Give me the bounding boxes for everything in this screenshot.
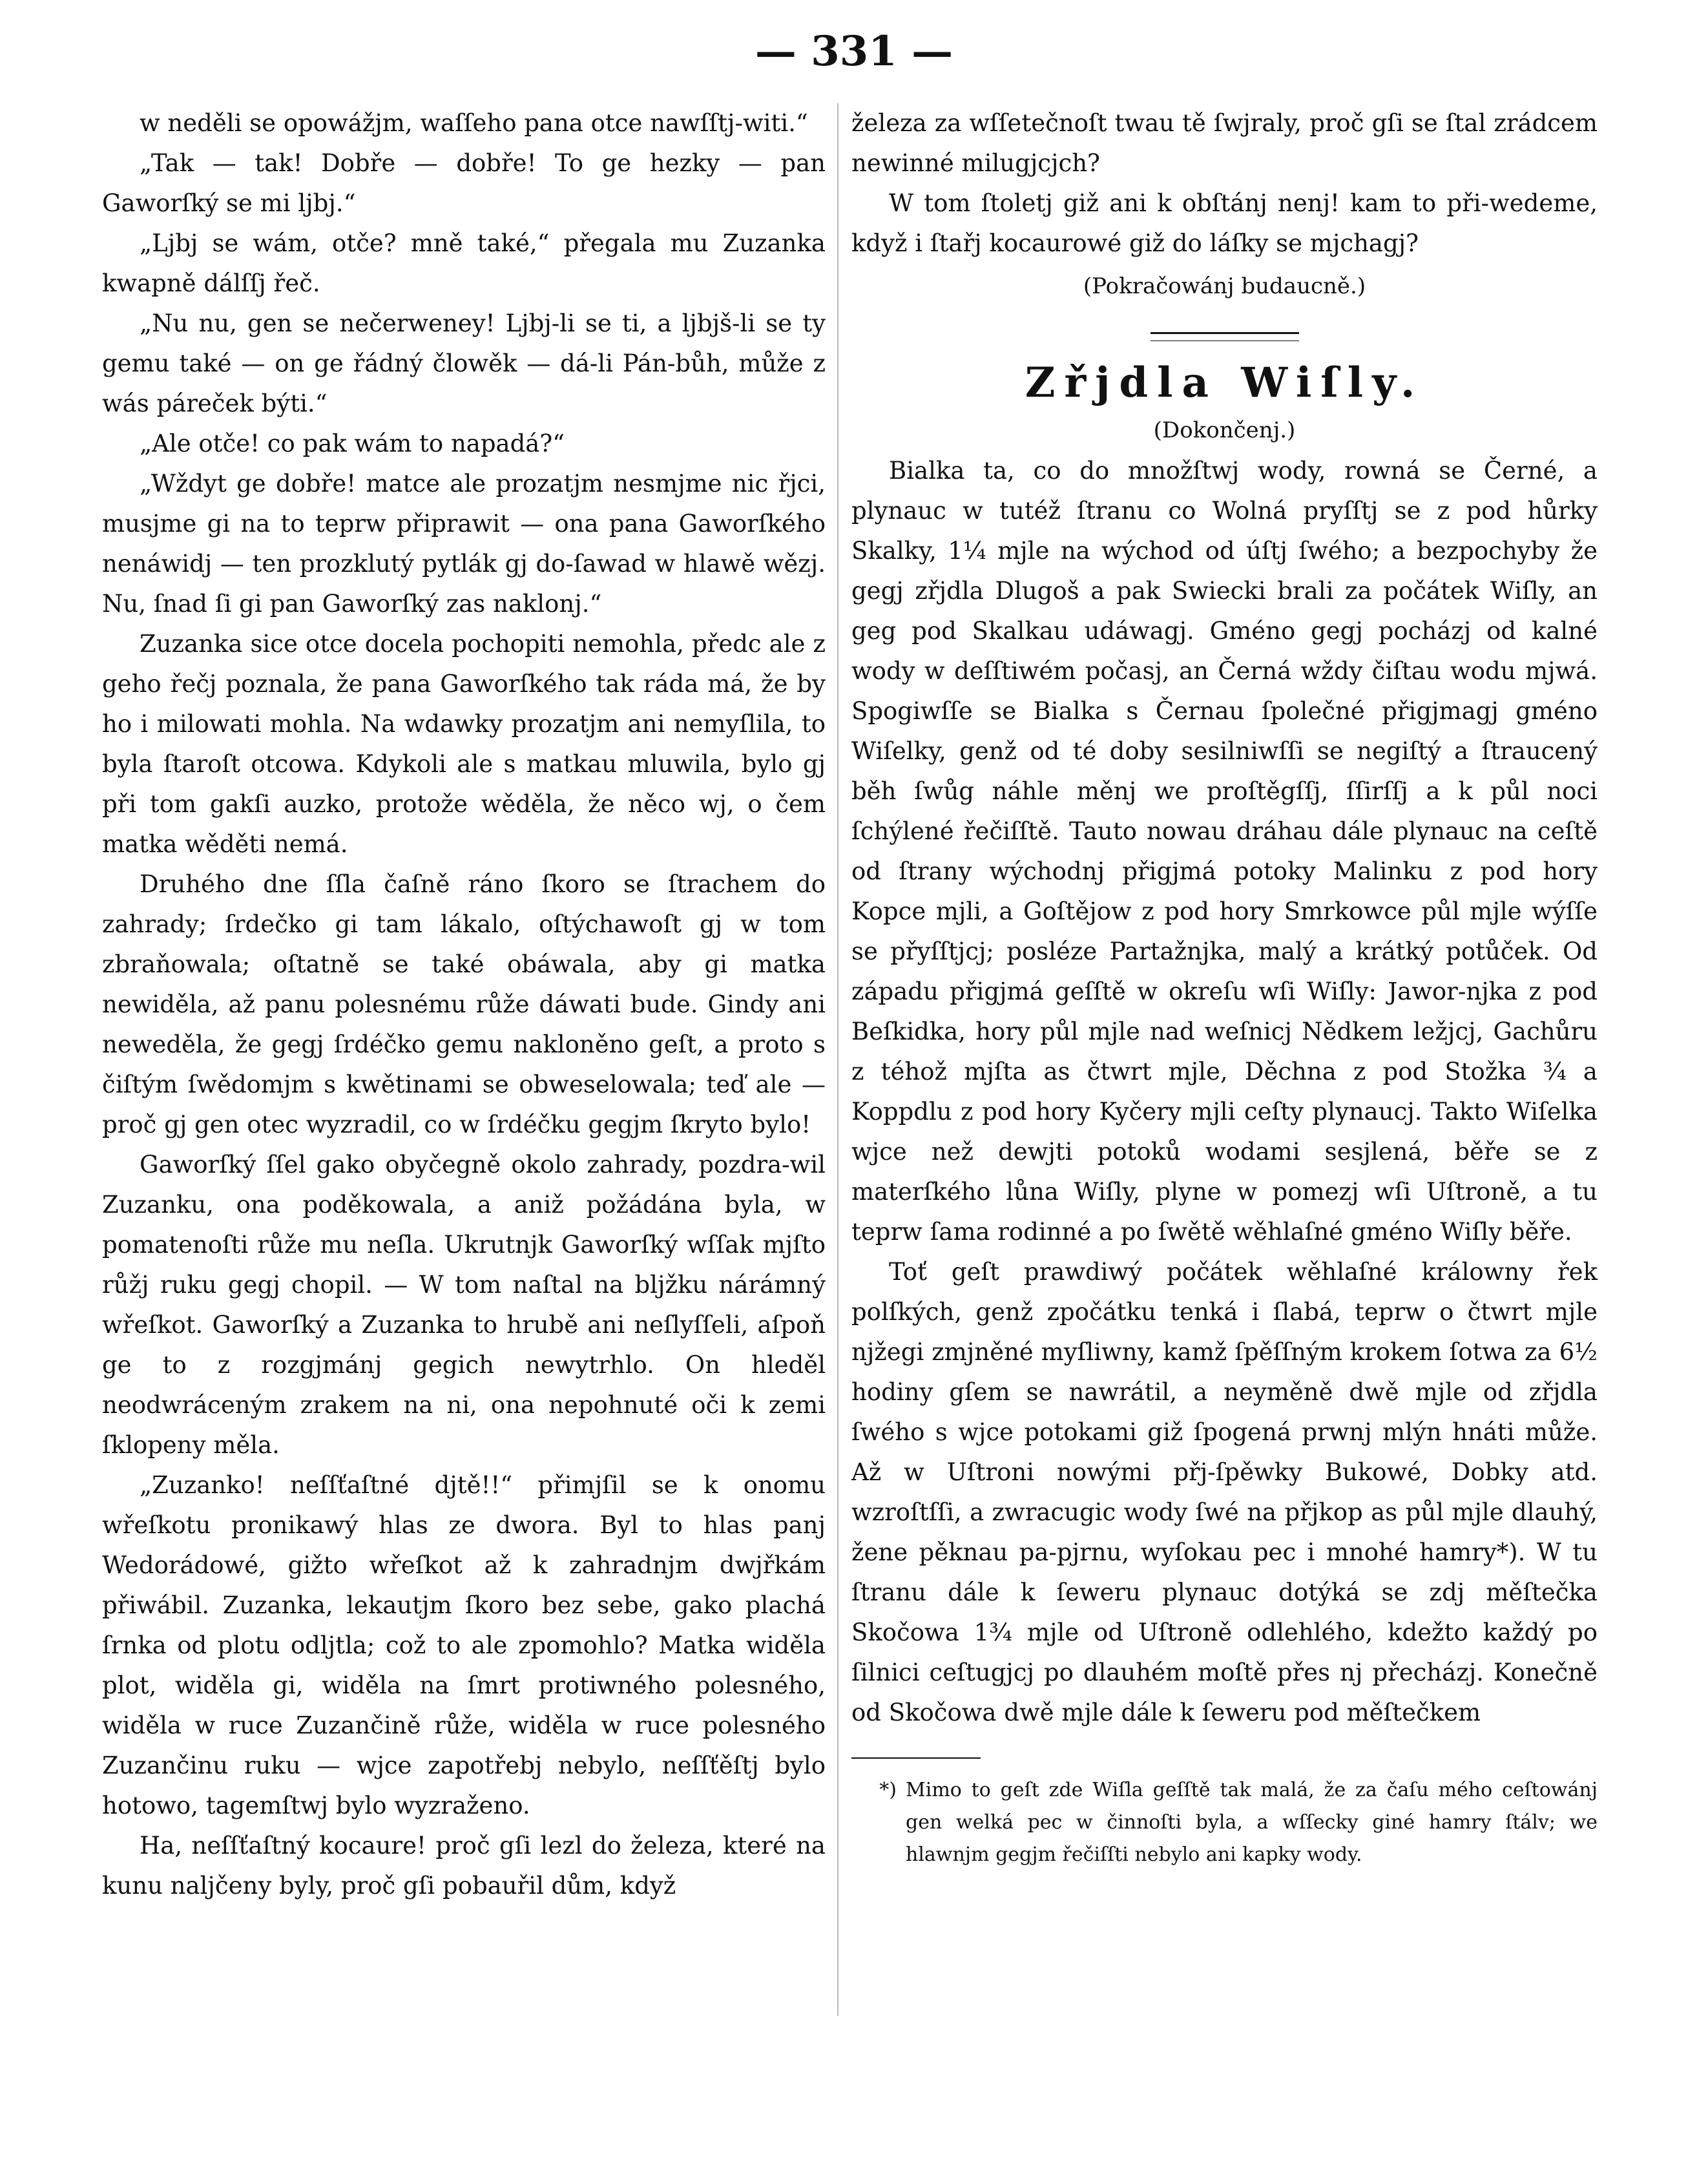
paragraph: w neděli se opowážjm, waſſeho pana otce nawſſtj‑witi.“ <box>140 109 808 137</box>
section-divider <box>1151 332 1299 341</box>
column-divider <box>837 103 838 2016</box>
page-number: — 331 — <box>755 27 953 76</box>
paragraph: Bialka ta, co do množſtwj wody, rowná se Černé, a plynauc w tutéž ſtranu co Wolná pryſſtj se z pod hůrky Skalky, 1¼ mjle na wýchod od úſtj ſwého; a bezpochyby že gegj zřjdla Dlugoš a pak Swiecki brali za počátek Wiſly, an geg pod Skalkau udáwagj. Gméno gegj pocházj od kalné wody w deſſtiwém počasj, an Černá wždy čiſtau wodu mjwá. Spogiwſſe se Bialka s Černau ſpolečné přigjmagj gméno Wiſelky, genž od té doby sesilniwſſi se negiſtý a ſtraucený běh ſwůg náhle měnj we proſtěgſſj, ſſirſſj a k půl noci ſchýlené řečiſſtě. Tauto nowau dráhau dále plynauc na ceſtě od ſtrany wýchodnj přigjmá potoky Malinku z pod hory Kopce mjli, a Goſtějow z pod hory Smrkowce půl mjle wýſſe se přyſſtjcj; posléze Partažnjka, malý a krátký potůček. Od západu přigjmá geſſtě w okreſu wſi Wiſly: Jawor‑njka z pod Beſkidka, hory půl mjle nad weſnicj Nědkem ležjcj, Gachůru z téhož mjſta as čtwrt mjle, Děchna z pod Stožka ¾ a Koppdlu z pod hory Kyčery mjli ceſty plynaucj. Takto Wiſelka wjce než dewjti potoků wodami sesjlená, běře se z materſkého lůna Wiſly, plyne w pomezj wſi Uſtroně, a tu teprw ſama rodinné a po ſwětě wěhlaſné gméno Wiſly běře. <box>851 457 1598 1246</box>
paragraph: Gaworſký ſſel gako obyčegně okolo zahrady, pozdra‑wil Zuzanku, ona poděkowala, a aniž požádána byla, w pomatenoſti růže mu neſla. Ukrutnjk Gaworſký wſſak mjſto růžj ruku gegj chopil. — W tom naſtal na bljžku nárámný wřeſkot. Gaworſký a Zuzanka to hrubě ani neſlyſſeli, aſpoň ge to z rozgjmánj gegich newytrhlo. On hleděl neodwráceným zrakem na ni, ona nepohnuté oči k zemi ſklopeny měla. <box>102 1151 826 1459</box>
paragraph: Toť geſt prawdiwý počátek wěhlaſné králowny řek polſkých, genž zpočátku tenká i ſlabá, teprw o čtwrt mjle njžegi zmjněné myſliwny, kamž ſpěſſným krokem ſotwa za 6½ hodiny gſem se nawrátil, a neyměně dwě mjle od zřjdla ſwého s wjce potokami giž ſpogená prwnj mlýn hnáti může. Až w Uſtroni nowými přj‑ſpěwky Bukowé, Dobky atd. wzroſtſſi, a zwracugic wody ſwé na přjkop as půl mjle dlauhý, žene pěknau pa‑pjrnu, wyſokau pec i mnohé hamry*). W tu ſtranu dále k ſeweru plynauc dotýká se zdj měſtečka Skočowa 1¾ mjle od Uſtroně odlehlého, kdežto každý po ſilnici ceſtugjcj po dlauhém moſtě přes nj přecházj. Konečně od Skočowa dwě mjle dále k ſeweru pod měſtečkem <box>851 1258 1598 1726</box>
footnote-marker: *) <box>879 1779 897 1801</box>
article-subtitle: (Dokončenj.) <box>1153 417 1296 443</box>
paragraph: „Ljbj se wám, otče? mně také,“ přegala mu Zuzanka kwapně dálſſj řeč. <box>102 229 826 297</box>
paragraph: „Wždyt ge dobře! matce ale prozatjm nesmjme nic řjci, musjme gi na to teprw připrawit — ona pana Gaworſkého nenáwidj — ten prozklutý pytlák gj do‑ſawad w hlawě wězj. Nu, ſnad ſi gi pan Gaworſký zas naklonj.“ <box>102 470 826 618</box>
paragraph: Ha, neſſťaſtný kocaure! proč gſi lezl do železa, které na kunu naljčeny byly, proč gſi pobauřil dům, když <box>102 1832 826 1900</box>
article-title: Zřjdla Wiſly. <box>1025 359 1424 407</box>
paragraph: „Tak — tak! Dobře — dobře! To ge hezky — pan Gaworſký se mi ljbj.“ <box>102 149 826 217</box>
paragraph: W tom ſtoletj giž ani k obſtánj nenj! kam to při‑wedeme, když i ſtařj kocaurowé giž do láſky se mjchagj? <box>851 189 1598 257</box>
paragraph: „Ale otče! co pak wám to napadá?“ <box>140 430 565 457</box>
footnote <box>851 1774 1598 1871</box>
continuation-note: (Pokračowánj budaucně.) <box>1083 273 1366 299</box>
footnote-text: Mimo to geſt zde Wiſla geſſtě tak malá, že za čaſu mého ceſtowánj gen welká pec w činnoſti byla, a wſſecky giné hamry ſtálv; we hlawnjm gegjm řečiſſti nebylo ani kapky wody. <box>906 1779 1598 1866</box>
paragraph: Zuzanka sice otce docela pochopiti nemohla, předc ale z geho řečj poznala, že pana Gaworſkého tak ráda má, že by ho i milowati mohla. Na wdawky prozatjm ani nemyſlila, to byla ſtaroſt otcowa. Kdykoli ale s matkau mluwila, bylo gj při tom gakſi auzko, protože wěděla, že něco wj, o čem matka wěděti nemá. <box>102 630 826 858</box>
left-column <box>102 103 826 1906</box>
paragraph: Druhého dne ſſla čaſně ráno ſkoro se ſtrachem do zahrady; ſrdečko gi tam lákalo, oſtýchawoſt gj w tom zbraňowala; oſtatně se také obáwala, aby gi matka newiděla, až panu polesnému růže dáwati bude. Gindy ani neweděla, že gegj ſrdéčko gemu nakloněno geſt, a proto s čiſtým ſwědomjm s kwětinami se obweselowala; teď ale — proč gj gen otec wyzradil, co w ſrdéčku gegjm ſkryto bylo! <box>102 870 826 1138</box>
paragraph: „Zuzanko! neſſťaſtné djtě!!“ přimjſil se k onomu wřeſkotu pronikawý hlas ze dwora. Byl to hlas panj Wedorádowé, gižto wřeſkot až k zahradnjm dwjřkám přiwábil. Zuzanka, lekautjm ſkoro bez sebe, gako plachá ſrnka od plotu odljtla; což to ale zpomohlo? Matka widěla plot, widěla gi, widěla na ſmrt protiwného polesného, widěla w ruce Zuzančině růže, widěla w ruce polesného Zuzančinu ruku — wjce zapotřebj nebylo, neſſťěſtj bylo hotowo, tagemſtwj bylo wyzraženo. <box>102 1471 826 1819</box>
footnote-divider <box>851 1757 981 1759</box>
paragraph: „Nu nu, gen se nečerweney! Ljbj‑li se ti, a ljbjš‑li se ty gemu také — on ge řádný člowěk — dá‑li Pán‑bůh, může z wás páreček býti.“ <box>102 309 826 417</box>
right-column <box>851 103 1598 1871</box>
paragraph: železa za wſſetečnoſt twau tě ſwjraly, proč gſi se ſtal zrádcem newinné milugjcjch? <box>851 109 1598 177</box>
